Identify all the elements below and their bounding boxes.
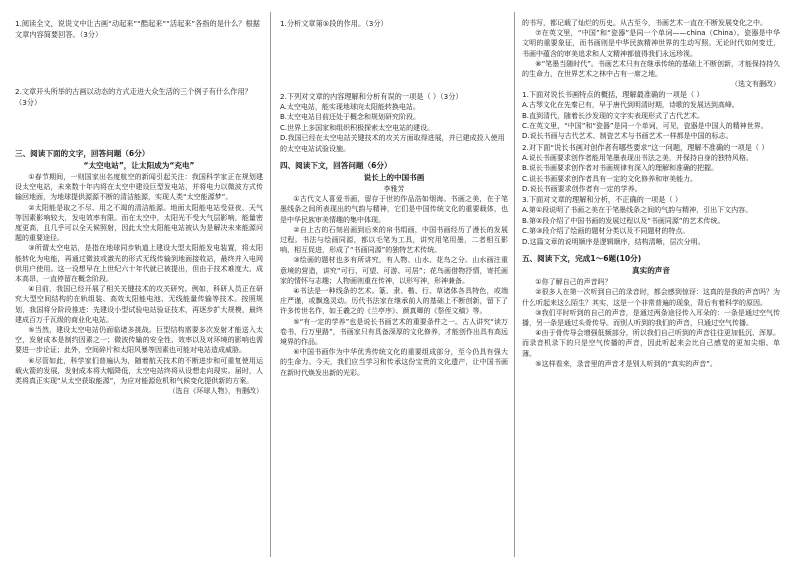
q3-option-c: C.第③段介绍了绘画的题材分类以及不同题材的特点。 [522,227,690,236]
q1-option-a: A.古琴文化在先秦已有，早于唐代到明清时期，诗歌的发展达到高峰。 [522,101,739,110]
question-2: 2.文章开头所举的古画以动态的方式走进大众生活的三个例子有什么作用？（3分） [15,87,252,107]
question-1: 1.阅读全文，说说文中让古画“动起来”“酷起来”“活起来”各指的是什么？根据文章内容简要回答。（3分） [15,19,260,39]
article-source: （选自《环球人物》，有删改） [168,387,263,396]
article-author: 李雅芳 [383,185,405,194]
column-left [15,18,263,553]
paragraph-5: ⑤当然，建设太空电站仍面临诸多挑战。巨型结构需要多次发射才能送入太空，发射成本是制约因素之一；微波传输的安全性、效率以及对环境的影响也需要进一步论证；此外，空间碎片和太阳风暴等因素也可能对电站造成威胁。 [15,326,263,355]
article-title: 真实的声音 [632,266,670,276]
article-source: （选文有删改） [731,80,780,89]
question-2: 2.下列对文章的内容理解和分析有误的一项是（ ）（3分） [280,92,463,101]
paragraph-4: ④目前，我国已经开展了相关关键技术的攻关研究。例如，科研人员正在研究大型空间结构的在轨组装、高效太阳能电池、无线能量传输等技术。按照规划，我国将分阶段推进：先建设小型试验电站验证技术，再逐步扩大规模，最终建成百万千瓦级的商业化电站。 [15,285,263,324]
paragraph-2: ②自上古的石刻岩画到后来的帛书绢画，中国书画经历了漫长的发展过程。书法与绘画同源，都以毛笔为工具，讲究用笔用墨，二者相互影响、相互促进，形成了“书画同源”的独特艺术传统。 [280,225,508,255]
paragraph-3: ③所谓太空电站，是指在地球同步轨道上建设大型太阳能发电装置，将太阳能转化为电能，再通过微波或激光的形式无线传输到地面接收站，最终并入电网供用户使用。这一设想早在上世纪六十年代就已被提出，但由于技术难度大、成本高昂，一直停留在概念阶段。 [15,244,263,284]
continued-text: 的书写，都记载了灿烂的历史。从古至今，书画艺术一直在不断发展变化之中。 [522,19,767,27]
option-a: A.太空电站，能实现地球向太阳能转换电站。 [280,103,420,111]
q2-option-d: D.说长书画要求创作者有一定的学养。 [522,185,642,194]
q2-option-a: A.说长书画要求创作者能用笔墨表现出书法之美，并保持自身的独特风格。 [522,153,753,162]
column-divider-right [514,12,515,557]
article-title: “太空电站”，让太阳成为“充电” [83,161,195,170]
section-4-heading: 四、阅读下文，回答问题（6分） [280,161,392,171]
q3-option-a: A.第①段说明了书画之美在于笔墨线条之间的气韵与精神，引出下文内容。 [522,206,753,215]
q3-option-d: D.这篇文章的说明顺序是逻辑顺序，结构清晰，层次分明。 [522,237,705,246]
paragraph-6: ⑥中国书画作为中华优秀传统文化的重要组成部分，至今仍具有强大的生命力。今天，我们应当学习和传承这份宝贵的文化遗产，让中国书画在新时代焕发出新的光彩。 [280,348,508,377]
q2-option-c: C.说长书画要求创作者具有一定的文化修养和审美能力。 [522,174,698,183]
question-3: 3.下面对文章的理解和分析，不正确的一项是（ ） [522,195,683,205]
paragraph-2: ②很多人在第一次听到自己的录音时，都会感到惊讶：这真的是我的声音吗？为什么听起来这么陌生？其实，这是一个非常普遍的现象，背后有着科学的原因。 [522,288,780,307]
question-1: 1.分析文章第⑤段的作用。（3分） [280,19,388,28]
q1-option-d: D.说长书画与古代艺术、制瓷艺术与书画艺术一样都是中国的标志。 [522,132,733,141]
paragraph-3: ③我们平时听到的自己的声音，是通过两条途径传入耳朵的：一条是通过空气传播，另一条是通过头骨传导。而别人听到的我们的声音，只通过空气传播。 [522,308,780,327]
option-c: C.世界上多国家和组织积极探索太空电站的建设。 [280,123,435,132]
paragraph-1: ①古代文人喜爱书画，留存于世的作品浩如烟海。书画之美，在于笔墨线条之间所表现出的气韵与精神，它们是中国传统文化的重要载体，也是中华民族审美情趣的集中体现。 [280,195,508,224]
paragraph-4: ④由于骨传导会增强低频部分，所以我们自己听到的声音往往更加低沉、浑厚。而录音机录下的只是空气传播的声音，因此听起来会比自己感觉的更加尖细、单薄。 [522,329,780,358]
paragraph-5: ⑤这样看来，录音里的声音才是别人听到的“真实的声音”。 [535,359,717,368]
option-d: D.我国已经在太空电站关键技术的攻关方面取得进展，并已建成投入使用的太空电站试验设施。 [280,134,505,153]
paragraph-1: ①春节期间，一则国家出名度航空的新闻引起关注：我国科学家正在规划建设太空电站，未来数十年内将在太空中建设巨型发电站，并将电力以微波方式传输回地面，为地球提供源源不断的清洁能源，实现人类“太空能源梦”。 [15,173,263,202]
paragraph-1: ①你了解自己的声音吗？ [535,278,612,287]
question-1: 1.下面对说长书画特点的概括，理解最准确的一项是（ ） [522,90,704,100]
option-b: B.太空电站目前还处于概念和规划研究阶段。 [280,113,421,122]
paragraph-3: ③绘画的题材也多有所讲究，有人物、山水、花鸟之分。山水画注重意境的营造，讲究“可行、可望、可游、可居”；花鸟画借物抒情，寄托画家的情怀与志趣；人物画则重在传神，以形写神，形神兼备。 [280,256,508,285]
column-right [522,18,780,553]
q1-option-c: C.在英文里，“中国”和“瓷器”是同一个单词，可见，瓷器是中国人的精神世界。 [522,122,768,131]
paragraph-5: ⑤“有一定的学养”也是说长书画艺术的重要条件之一。古人讲究“读万卷书，行万里路”，书画家只有具备深厚的文化修养，才能创作出具有高远境界的作品。 [280,317,508,347]
article-title: 说长上的中国书画 [363,173,425,183]
q1-option-b: B.直到清代，随着长沙发现的文字实表现形式了古代艺术。 [522,111,705,120]
column-middle [280,18,508,553]
column-divider-left [270,12,271,557]
paragraph-4: ④书法是一种线条的艺术。篆、隶、楷、行、草诸体各具特色，或端庄严谨，或飘逸灵动。历代书法家在继承前人的基础上不断创新，留下了许多传世名作，如王羲之的《兰亭序》、颜真卿的《祭侄文稿》等。 [280,287,508,316]
paragraph-8: ⑧“笔墨当随时代”。书画艺术只有在继承传统的基础上不断创新，才能保持持久的生命力，在世界艺术之林中占有一席之地。 [522,59,780,79]
q2-option-b: B.说长书画要求创作者对书画规律有深入的理解和准确的把握。 [522,164,719,173]
paragraph-6: ⑥尽管如此，科学家们普遍认为，随着航天技术的不断进步和可重复使用运载火箭的发展，发射成本将大幅降低，太空电站终将从设想走向现实。届时，人类将真正实现“从太空获取能源”，为应对能源危机和气候变化提供新的方案。 [15,356,263,386]
q3-option-b: B.第②段介绍了中国书画的发展过程以及“书画同源”的艺术传统。 [522,216,725,225]
paragraph-2: ②太阳能是取之不尽、用之不竭的清洁能源。地面太阳能电站受昼夜、天气等因素影响较大，发电效率有限。而在太空中，太阳光不受大气层影响，能量密度更高，且几乎可以全天候照射，因此太空太阳能电站被认为是解决未来能源问题的重要途径。 [15,203,263,243]
question-2: 2.对下面“说长书画对创作者有哪些要求”这一问题，理解不准确的一项是（ ） [522,142,769,152]
section-3-heading: 三、阅读下面的文字，回答问题（6分） [15,149,150,158]
paragraph-7: ⑦在英文里，“中国”和“瓷器”是同一个单词——china（China）。瓷器是中华文明的重要象征，而书画则是中华民族精神世界的生动写照。无论时代如何变迁，书画中蕴含的审美追求和人文精神都值得我们永远珍视。 [522,29,780,58]
section-5-heading: 五、阅读下文，完成1～6题(10分) [522,254,642,264]
